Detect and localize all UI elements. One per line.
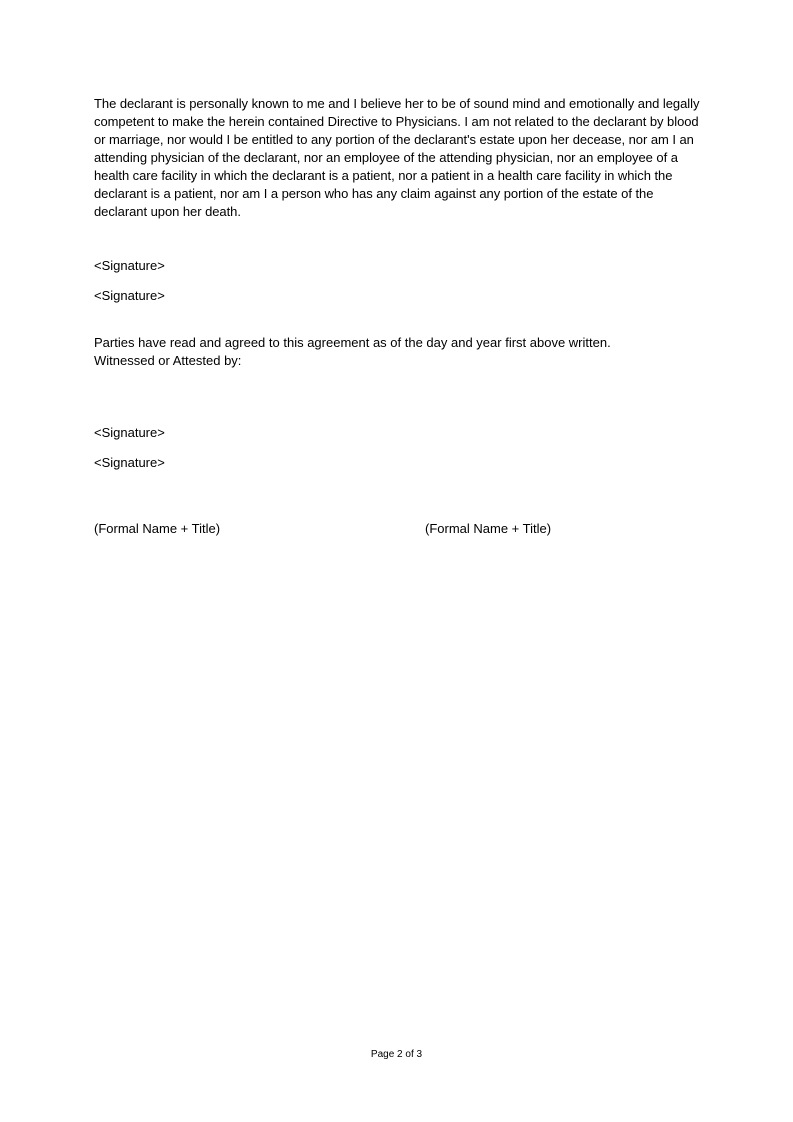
witness-signature-placeholder: <Signature> — [94, 455, 165, 470]
signature-placeholder: <Signature> — [94, 258, 165, 273]
signature-placeholder: <Signature> — [94, 288, 165, 303]
declarant-statement-paragraph: The declarant is personally known to me and I believe her to be of sound mind and emotionally and legally competent to make the herein contained Directive to Physicians. I am not related to the declarant by blood or marriage, nor would I be entitled to any portion of the declarant's estate upon her decease, nor am I an attending physician of the declarant, nor an employee of the attending physician, nor an employee of a health care facility in which the declarant is a patient, nor a patient in a health care facility in which the declarant is a patient, nor am I a person who has any claim against any portion of the estate of the declarant upon her death. — [94, 96, 700, 219]
agreement-statement: Parties have read and agreed to this agreement as of the day and year first above written. — [94, 335, 611, 350]
witness-signature-placeholder: <Signature> — [94, 425, 165, 440]
formal-name-title-left: (Formal Name + Title) — [94, 521, 221, 536]
formal-name-title-right: (Formal Name + Title) — [425, 521, 552, 536]
page-number-footer: Page 2 of 3 — [370, 1049, 423, 1060]
witness-label: Witnessed or Attested by: — [94, 353, 242, 368]
